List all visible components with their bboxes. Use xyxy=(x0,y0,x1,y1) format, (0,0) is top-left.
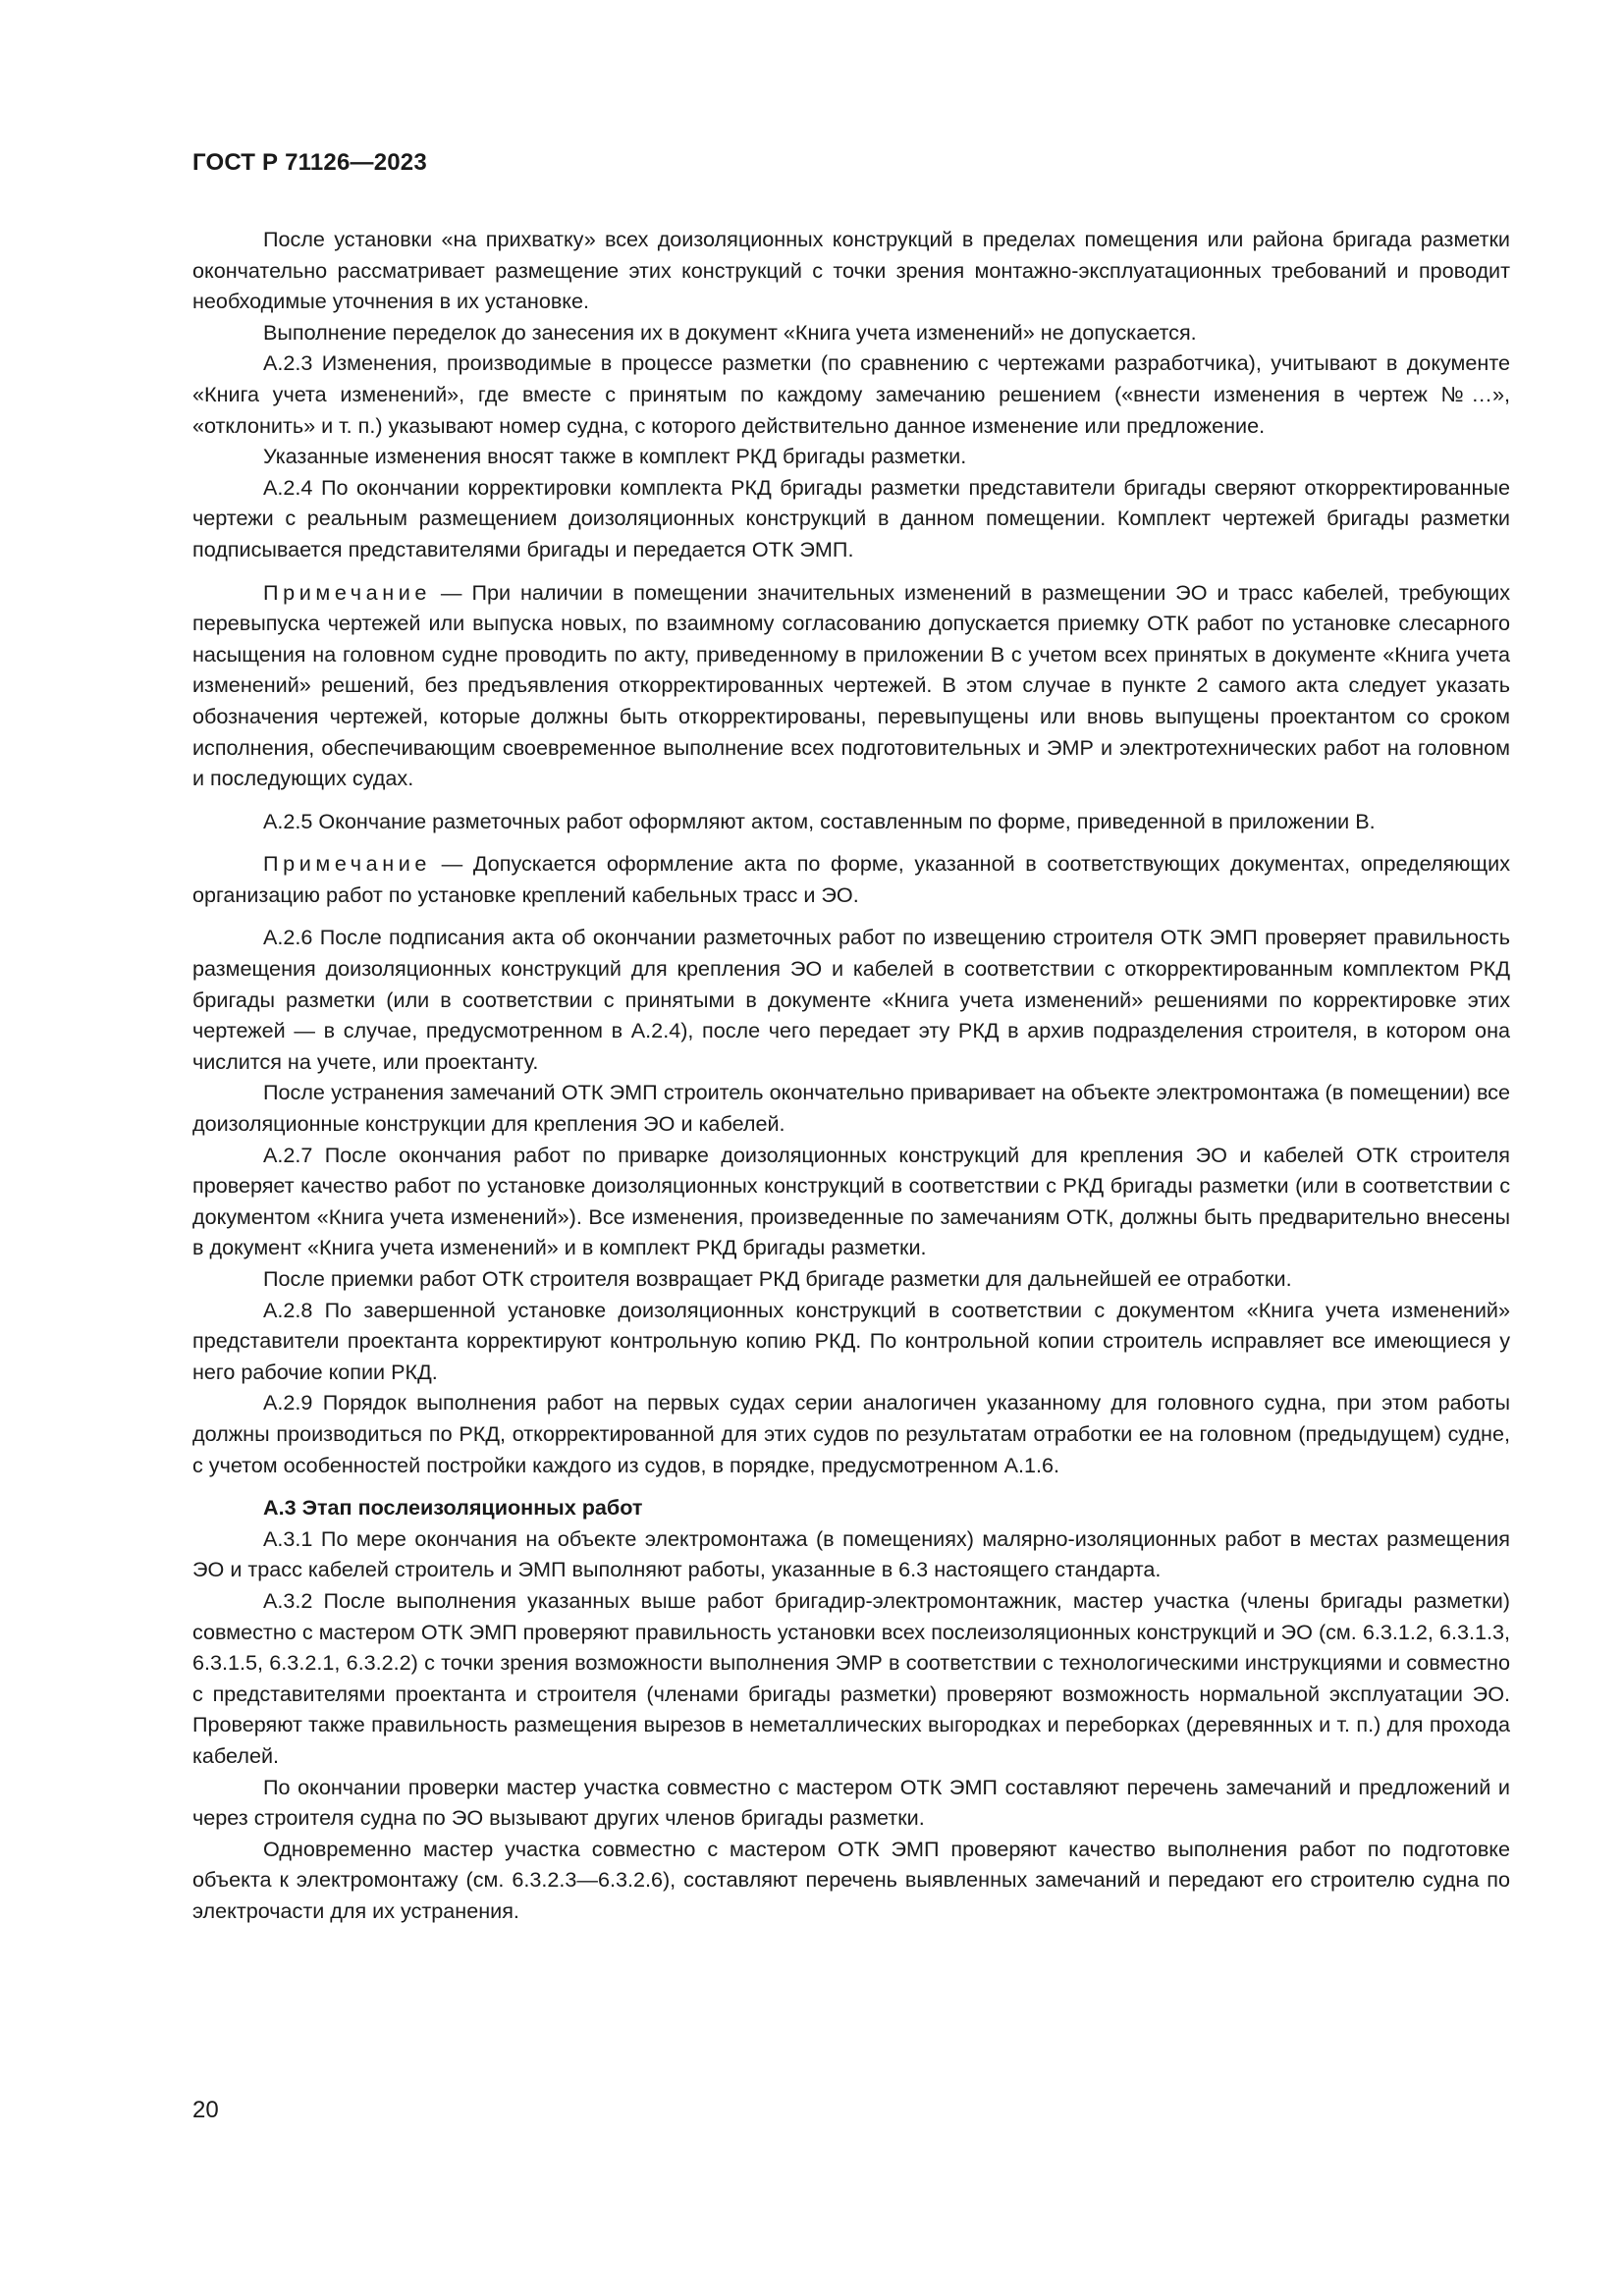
paragraph: А.2.3 Изменения, производимые в процессе разметки (по сравнению с чертежами разработчика), учитывают в документе «Книга учета изменений», где вместе с принятым по каждому замечанию решением («внести изменения в чертеж №…», «отклонить» и т. п.) указывают номер судна, с которого действительно данное изменение или предложение. xyxy=(192,350,1510,438)
paragraph: После установки «на прихватку» всех доизоляционных конструкций в пределах помещения или района бригада разметки окончательно рассматривает размещение этих конструкций с точки зрения монтажно-эксплуатационных требований и проводит необходимые уточнения в их установке. xyxy=(192,227,1510,314)
paragraph: Одновременно мастер участка совместно с мастером ОТК ЭМП проверяют качество выполнения работ по подготовке объекта к электромонтажу (см. 6.3.2.3—6.3.2.6), составляют перечень выявленных замечаний и передают его строителю судна по электрочасти для их устранения. xyxy=(192,1836,1510,1923)
paragraph: После устранения замечаний ОТК ЭМП строитель окончательно приваривает на объекте электромонтажа (в помещении) все доизоляционные конструкции для крепления ЭО и кабелей. xyxy=(192,1080,1510,1137)
paragraph: А.2.4 По окончании корректировки комплекта РКД бригады разметки представители бригады сверяют откорректированные чертежи с реальным размещением доизоляционных конструкций в данном помещении. Комплект чертежей бригады разметки подписывается представителями бригады и передается ОТК ЭМП. xyxy=(192,474,1510,561)
note-text: — Допускается оформление акта по форме, указанной в соответствующих документах, определяющих организацию работ по установке креплений кабельных трасс и ЭО. xyxy=(192,851,1510,907)
paragraph: А.3.1 По мере окончания на объекте электромонтажа (в помещениях) малярно-изоляционных работ в местах размещения ЭО и трасс кабелей строитель и ЭМП выполняют работы, указанные в 6.3 настоящего стандарта. xyxy=(192,1525,1510,1582)
note-text: — При наличии в помещении значительных изменений в размещении ЭО и трасс кабелей, требующих перевыпуска чертежей или выпуска новых, по взаимному согласованию допускается приемку ОТК работ по установке слесарного насыщения на головном судне проводить по акту, приведенному в приложении В с учетом всех принятых в документе «Книга учета изменений» решений, без предъявления откорректированных чертежей. В этом случае в пункте 2 самого акта следует указать обозначения чертежей, которые должны быть откорректированы, перевыпущены или вновь выпущены проектантом со сроком исполнения, обеспечивающим своевременное выполнение всех подготовительных и ЭМР и электротехнических работ на головном и последующих судах. xyxy=(192,579,1510,791)
paragraph: По окончании проверки мастер участка совместно с мастером ОТК ЭМП составляют перечень замечаний и предложений и через строителя судна по ЭО вызывают других членов бригады разметки. xyxy=(192,1774,1510,1831)
page-body xyxy=(192,224,1510,1926)
section-heading: А.3 Этап послеизоляционных работ xyxy=(263,1495,643,1521)
paragraph: А.2.6 После подписания акта об окончании разметочных работ по извещению строителя ОТК ЭМП проверяет правильность размещения доизоляционных конструкций для крепления ЭО и кабелей в соответствии с откорректированным комплектом РКД бригады разметки (или в соответствии с принятыми в документе «Книга учета изменений» решениями по корректировке этих чертежей — в случае, предусмотренном в А.2.4), после чего передает эту РКД в архив подразделения строителя, в котором она числится на учете, или проектанту. xyxy=(192,925,1510,1074)
paragraph: После приемки работ ОТК строителя возвращает РКД бригаде разметки для дальнейшей ее отработки. xyxy=(263,1266,1292,1291)
paragraph: А.2.8 По завершенной установке доизоляционных конструкций в соответствии с документом «Книга учета изменений» представители проектанта корректируют контрольную копию РКД. По контрольной копии строитель исправляет все имеющиеся у него рабочие копии РКД. xyxy=(192,1297,1510,1384)
paragraph: А.3.2 После выполнения указанных выше работ бригадир-электромонтажник, мастер участка (члены бригады разметки) совместно с мастером ОТК ЭМП проверяют правильность установки всех послеизоляционных конструкций и ЭО (см. 6.3.1.2, 6.3.1.3, 6.3.1.5, 6.3.2.1, 6.3.2.2) с точки зрения возможности выполнения ЭМР в соответствии с технологическими инструкциями и совместно с представителями проектанта и строителя (членами бригады разметки) проверяют возможность нормальной эксплуатации ЭО. Проверяют также правильность размещения вырезов в неметаллических выгородках и переборках (деревянных и т. п.) для прохода кабелей. xyxy=(192,1587,1510,1768)
note-label: Примечание xyxy=(263,851,431,877)
note-label: Примечание xyxy=(263,579,431,605)
note-paragraph xyxy=(192,848,1510,910)
page-number: 20 xyxy=(192,2097,219,2123)
document-header: ГОСТ Р 71126—2023 xyxy=(192,149,427,176)
note-paragraph xyxy=(192,577,1510,794)
paragraph: А.2.7 После окончания работ по приварке доизоляционных конструкций для крепления ЭО и кабелей ОТК строителя проверяет качество работ по установке доизоляционных конструкций в соответствии с РКД бригады разметки (или в соответствии с документом «Книга учета изменений»). Все изменения, произведенные по замечаниям ОТК, должны быть предварительно внесены в документ «Книга учета изменений» и в комплект РКД бригады разметки. xyxy=(192,1142,1510,1260)
paragraph: Указанные изменения вносят также в комплект РКД бригады разметки. xyxy=(263,444,967,469)
paragraph: А.2.5 Окончание разметочных работ оформляют актом, составленным по форме, приведенной в приложении В. xyxy=(263,808,1376,833)
paragraph: Выполнение переделок до занесения их в документ «Книга учета изменений» не допускается. xyxy=(263,319,1197,345)
paragraph: А.2.9 Порядок выполнения работ на первых судах серии аналогичен указанному для головного судна, при этом работы должны производиться по РКД, откорректированной для этих судов по результатам отработки ее на головном (предыдущем) судне, с учетом особенностей постройки каждого из судов, в порядке, предусмотренном А.1.6. xyxy=(192,1390,1510,1477)
